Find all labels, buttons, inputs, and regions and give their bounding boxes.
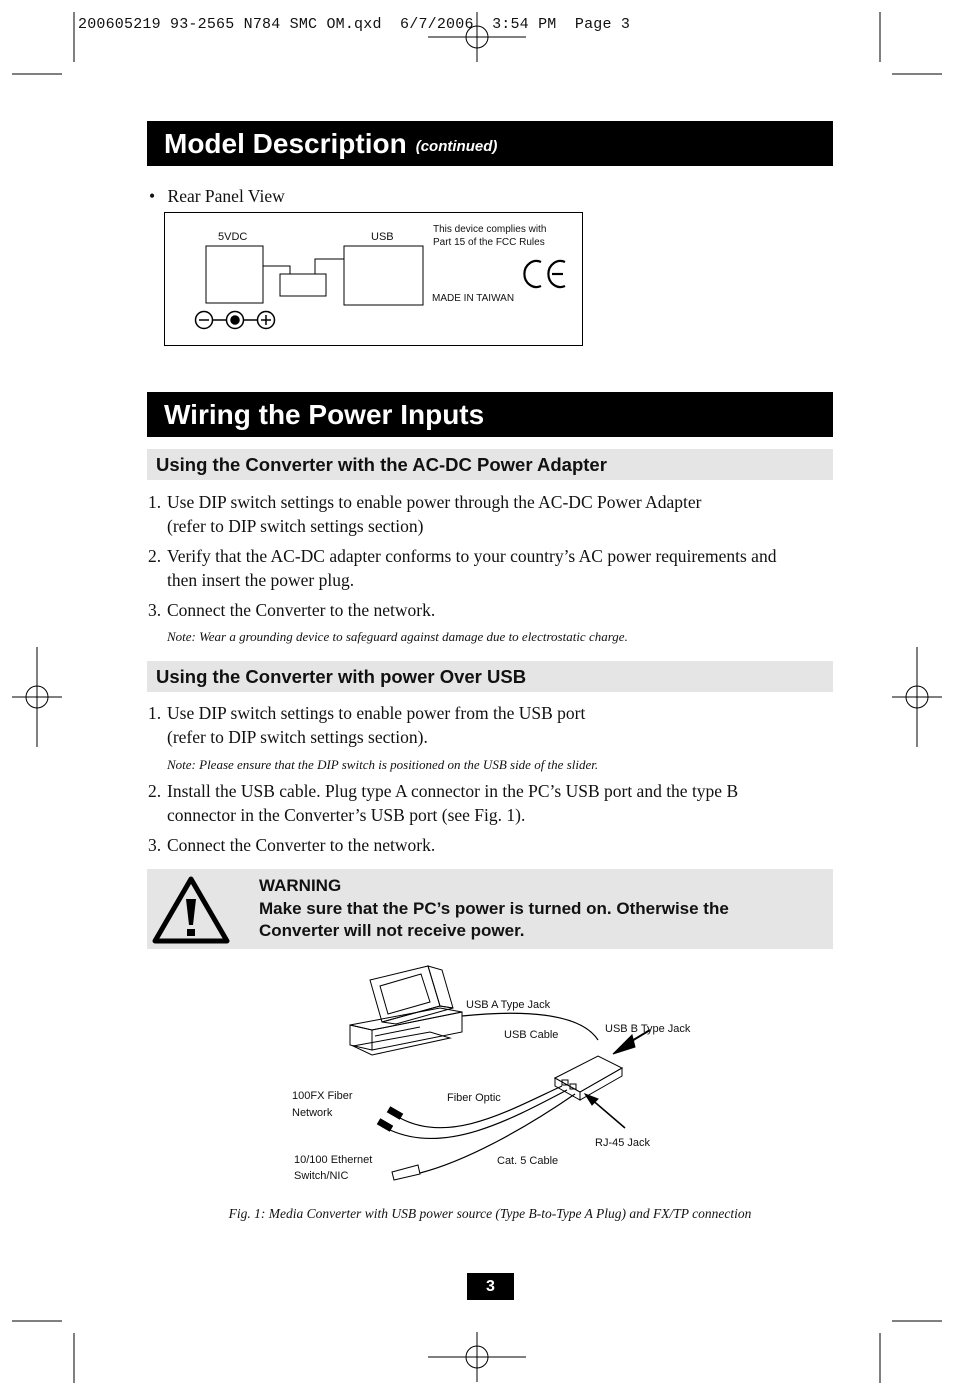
polarity-icon [196,312,275,329]
section-title: Wiring the Power Inputs [164,398,485,430]
page-number: 3 [467,1273,514,1300]
ac-note: Note: Wear a grounding device to safeguard against damage due to electrostatic charge. [167,629,628,644]
fiber-connector-icon [377,1107,402,1131]
label-fiber-network-2: Network [292,1107,333,1119]
made-in-taiwan: MADE IN TAIWAN [432,293,515,304]
computer-icon [350,966,462,1055]
label-usb-a-jack: USB A Type Jack [466,999,551,1011]
section-header-wiring [147,392,833,437]
fcc-line-2: Part 15 of the FCC Rules [433,237,545,248]
media-converter-icon [555,1056,622,1100]
warning-triangle-icon [152,875,232,945]
subsection-ac-dc: Using the Converter with the AC-DC Power Adapter [147,449,833,480]
label-ethernet-2: Switch/NIC [294,1170,349,1182]
ce-mark-icon [524,261,565,287]
label-ethernet-1: 10/100 Ethernet [294,1154,373,1166]
figure-caption: Fig. 1: Media Converter with USB power source (Type B-to-Type A Plug) and FX/TP connection [228,1206,752,1221]
ac-step-1: 1. Use DIP switch settings to enable power through the AC-DC Power Adapter (refer to DIP switch settings section) [148,492,702,536]
section-subtitle: (continued) [415,138,498,155]
label-usb-cable: USB Cable [504,1029,559,1041]
bullet: • [149,186,156,206]
warning-title: WARNING [259,876,342,895]
warning-line-2: Converter will not receive power. [259,921,525,940]
print-header: 200605219 93-2565 N784 SMC OM.qxd 6/7/2006 3:54 PM Page 3 [78,16,631,33]
port-usb-label: USB [371,231,394,243]
label-fiber-optic: Fiber Optic [447,1092,501,1104]
subsection-usb: Using the Converter with power Over USB [147,661,833,692]
label-rj45-jack: RJ-45 Jack [595,1137,651,1149]
label-fiber-network-1: 100FX Fiber [292,1090,353,1102]
ac-step-2: 2. Verify that the AC-DC adapter conforms to your country’s AC power requirements and then insert the power plug. [148,546,777,590]
section-title: Model Description [164,127,407,159]
label-cat5-cable: Cat. 5 Cable [497,1155,559,1167]
fcc-line-1: This device complies with [433,224,547,235]
rear-panel-label: Rear Panel View [167,186,285,206]
ac-step-3: 3. Connect the Converter to the network. [148,600,436,620]
bullet-rear-panel [149,184,285,208]
usb-step-2: 2. Install the USB cable. Plug type A connector in the PC’s USB port and the type B connector in the Converter’s USB port (see Fig. 1). [148,781,739,825]
warning-text [259,875,729,943]
port-5vdc-label: 5VDC [218,231,248,243]
usb-step-3: 3. Connect the Converter to the network. [148,835,436,855]
usb-step-1: 1. Use DIP switch settings to enable power from the USB port (refer to DIP switch settings section). [148,703,586,747]
usb-note: Note: Please ensure that the DIP switch is positioned on the USB side of the slider. [167,757,599,772]
label-usb-b-jack: USB B Type Jack [605,1023,691,1035]
section-header-model-description [147,121,833,166]
warning-line-1: Make sure that the PC’s power is turned on. Otherwise the [259,898,729,918]
